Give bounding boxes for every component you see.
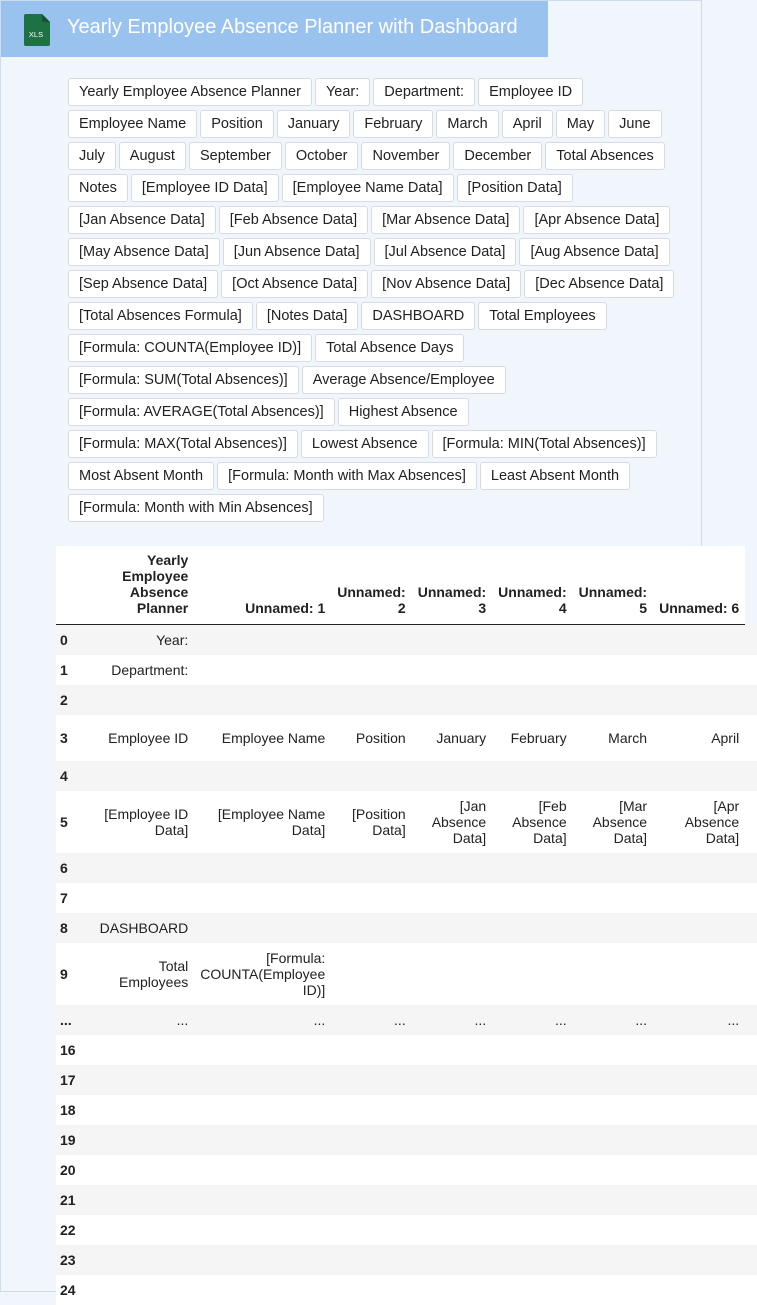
table-cell-clipped xyxy=(745,1245,757,1275)
value-chip[interactable]: [Oct Absence Data] xyxy=(221,270,368,298)
value-chip[interactable]: August xyxy=(119,142,186,170)
row-index: 24 xyxy=(56,1275,82,1305)
table-cell[interactable] xyxy=(573,883,653,913)
table-row[interactable] xyxy=(56,1275,757,1305)
sheet-value-chips xyxy=(68,78,688,522)
value-chip[interactable]: Employee ID xyxy=(478,78,583,106)
table-cell[interactable]: Position xyxy=(331,715,411,761)
table-row[interactable] xyxy=(56,1005,757,1035)
table-cell[interactable] xyxy=(82,1155,195,1185)
table-cell[interactable] xyxy=(194,1065,331,1095)
row-index: 20 xyxy=(56,1155,82,1185)
table-cell[interactable] xyxy=(194,1185,331,1215)
table-cell[interactable] xyxy=(492,655,572,685)
table-cell[interactable] xyxy=(194,853,331,883)
table-cell[interactable] xyxy=(492,1095,572,1125)
app-title: Yearly Employee Absence Planner with Dashboard xyxy=(67,16,518,38)
table-cell[interactable] xyxy=(194,1035,331,1065)
value-chip[interactable]: [Formula: AVERAGE(Total Absences)] xyxy=(68,398,335,426)
table-cell[interactable]: Employee Name xyxy=(194,715,331,761)
value-chip[interactable]: [Jun Absence Data] xyxy=(223,238,371,266)
table-cell[interactable] xyxy=(412,685,492,715)
table-cell[interactable]: [Mar Absence Data] xyxy=(573,791,653,853)
table-cell[interactable] xyxy=(194,1095,331,1125)
table-cell[interactable]: February xyxy=(492,715,572,761)
table-cell[interactable] xyxy=(82,685,195,715)
table-cell[interactable] xyxy=(653,913,745,943)
value-chip[interactable]: Year: xyxy=(315,78,370,106)
table-cell[interactable]: Total Employees xyxy=(82,943,195,1005)
table-cell[interactable] xyxy=(492,1245,572,1275)
table-cell[interactable] xyxy=(573,1065,653,1095)
table-cell[interactable] xyxy=(82,883,195,913)
table-cell-clipped xyxy=(745,1125,757,1155)
table-cell[interactable] xyxy=(653,1065,745,1095)
value-chip[interactable]: [Mar Absence Data] xyxy=(371,206,520,234)
row-index: ... xyxy=(56,1005,82,1035)
table-row[interactable] xyxy=(56,943,757,1005)
table-cell[interactable] xyxy=(412,625,492,655)
value-chip[interactable]: March xyxy=(436,110,498,138)
value-chip[interactable]: DASHBOARD xyxy=(361,302,475,330)
table-cell[interactable]: [Jan Absence Data] xyxy=(412,791,492,853)
value-chip[interactable]: [Sep Absence Data] xyxy=(68,270,218,298)
table-cell[interactable]: ... xyxy=(331,1005,411,1035)
row-index: 22 xyxy=(56,1215,82,1245)
table-cell[interactable] xyxy=(412,1065,492,1095)
table-cell[interactable] xyxy=(573,625,653,655)
table-cell[interactable] xyxy=(412,1215,492,1245)
value-chip[interactable]: January xyxy=(277,110,351,138)
value-chip[interactable]: Yearly Employee Absence Planner xyxy=(68,78,312,106)
table-cell-clipped xyxy=(745,625,757,655)
value-chip[interactable]: [Formula: COUNTA(Employee ID)] xyxy=(68,334,312,362)
table-cell[interactable] xyxy=(573,1185,653,1215)
table-cell-clipped xyxy=(745,655,757,685)
table-cell[interactable] xyxy=(412,1155,492,1185)
table-cell[interactable] xyxy=(492,853,572,883)
table-cell[interactable] xyxy=(82,761,195,791)
table-cell-clipped xyxy=(745,1155,757,1185)
value-chip[interactable]: October xyxy=(285,142,359,170)
value-chip[interactable]: May xyxy=(556,110,605,138)
table-row[interactable] xyxy=(56,1125,757,1155)
column-header[interactable]: Unnamed: 6 xyxy=(653,546,745,625)
table-cell[interactable] xyxy=(331,1215,411,1245)
table-cell[interactable]: Department: xyxy=(82,655,195,685)
table-cell[interactable] xyxy=(573,1215,653,1245)
table-cell-clipped xyxy=(745,1065,757,1095)
table-cell[interactable] xyxy=(653,1095,745,1125)
table-cell[interactable] xyxy=(82,1095,195,1125)
table-cell[interactable]: [Formula: COUNTA(Employee ID)] xyxy=(194,943,331,1005)
column-header[interactable]: Unnamed: 5 xyxy=(573,546,653,625)
table-cell[interactable]: [Employee ID Data] xyxy=(82,791,195,853)
value-chip[interactable]: Total Absences xyxy=(545,142,665,170)
table-cell[interactable] xyxy=(412,853,492,883)
table-cell[interactable]: ... xyxy=(412,1005,492,1035)
table-cell-clipped xyxy=(745,1185,757,1215)
table-row[interactable] xyxy=(56,1215,757,1245)
row-index: 6 xyxy=(56,853,82,883)
table-cell[interactable] xyxy=(492,1035,572,1065)
table-cell[interactable] xyxy=(194,1275,331,1305)
table-cell-clipped xyxy=(745,685,757,715)
table-cell[interactable] xyxy=(82,1185,195,1215)
table-row[interactable] xyxy=(56,1155,757,1185)
table-row[interactable] xyxy=(56,685,757,715)
table-cell[interactable] xyxy=(194,655,331,685)
table-row[interactable] xyxy=(56,791,757,853)
table-row[interactable] xyxy=(56,883,757,913)
table-row[interactable] xyxy=(56,1065,757,1095)
value-chip[interactable]: February xyxy=(353,110,433,138)
table-cell[interactable] xyxy=(194,685,331,715)
table-cell[interactable] xyxy=(573,1035,653,1065)
table-cell[interactable] xyxy=(573,1125,653,1155)
table-row[interactable] xyxy=(56,715,757,761)
column-header[interactable]: Unnamed: 4 xyxy=(492,546,572,625)
table-cell[interactable] xyxy=(331,761,411,791)
value-chip[interactable]: [Dec Absence Data] xyxy=(524,270,674,298)
table-cell[interactable] xyxy=(412,655,492,685)
value-chip[interactable]: [Formula: MIN(Total Absences)] xyxy=(432,430,657,458)
value-chip[interactable]: December xyxy=(453,142,542,170)
value-chip[interactable]: [Position Data] xyxy=(457,174,573,202)
table-header-row xyxy=(56,546,757,625)
table-cell[interactable] xyxy=(82,1035,195,1065)
table-cell[interactable] xyxy=(492,1215,572,1245)
table-cell[interactable]: January xyxy=(412,715,492,761)
table-cell[interactable] xyxy=(82,1125,195,1155)
table-cell[interactable]: Employee ID xyxy=(82,715,195,761)
table-row[interactable] xyxy=(56,1035,757,1065)
value-chip[interactable]: [May Absence Data] xyxy=(68,238,220,266)
value-chip[interactable]: [Formula: Month with Max Absences] xyxy=(217,462,477,490)
table-cell[interactable]: ... xyxy=(82,1005,195,1035)
table-cell[interactable]: ... xyxy=(492,1005,572,1035)
table-cell[interactable] xyxy=(331,625,411,655)
column-header[interactable]: Unnamed: 3 xyxy=(412,546,492,625)
table-cell[interactable] xyxy=(492,943,572,1005)
data-table-panel[interactable] xyxy=(60,546,740,1298)
table-cell[interactable] xyxy=(331,685,411,715)
table-cell[interactable] xyxy=(653,943,745,1005)
table-cell[interactable]: ... xyxy=(573,1005,653,1035)
row-index: 1 xyxy=(56,655,82,685)
row-index: 17 xyxy=(56,1065,82,1095)
table-cell[interactable] xyxy=(573,1095,653,1125)
table-cell[interactable] xyxy=(331,1035,411,1065)
table-cell[interactable] xyxy=(194,883,331,913)
value-chip[interactable]: [Employee ID Data] xyxy=(131,174,279,202)
table-cell[interactable] xyxy=(194,1155,331,1185)
table-cell[interactable] xyxy=(653,853,745,883)
row-index: 18 xyxy=(56,1095,82,1125)
value-chip[interactable]: Average Absence/Employee xyxy=(302,366,506,394)
table-cell[interactable]: DASHBOARD xyxy=(82,913,195,943)
table-cell[interactable] xyxy=(653,1275,745,1305)
table-cell[interactable] xyxy=(82,1215,195,1245)
column-header[interactable]: Unnamed: 1 xyxy=(194,546,331,625)
table-cell[interactable] xyxy=(331,1095,411,1125)
column-header[interactable]: Unnamed: 2 xyxy=(331,546,411,625)
table-cell[interactable] xyxy=(331,883,411,913)
table-cell[interactable] xyxy=(331,1185,411,1215)
table-cell[interactable]: March xyxy=(573,715,653,761)
table-cell[interactable] xyxy=(492,1185,572,1215)
table-cell[interactable] xyxy=(412,1245,492,1275)
table-cell[interactable] xyxy=(492,913,572,943)
value-chip[interactable]: Position xyxy=(200,110,274,138)
table-row[interactable] xyxy=(56,1245,757,1275)
table-cell[interactable] xyxy=(492,1065,572,1095)
table-cell-clipped xyxy=(745,761,757,791)
row-index: 21 xyxy=(56,1185,82,1215)
value-chip[interactable]: Lowest Absence xyxy=(301,430,429,458)
row-index: 3 xyxy=(56,715,82,761)
table-cell[interactable] xyxy=(82,853,195,883)
table-cell[interactable] xyxy=(412,761,492,791)
table-cell[interactable] xyxy=(653,1155,745,1185)
value-chip[interactable]: [Notes Data] xyxy=(256,302,359,330)
table-cell[interactable]: [Position Data] xyxy=(331,791,411,853)
row-index: 4 xyxy=(56,761,82,791)
value-chip[interactable]: Employee Name xyxy=(68,110,197,138)
table-cell[interactable] xyxy=(573,1275,653,1305)
row-index: 19 xyxy=(56,1125,82,1155)
row-index: 9 xyxy=(56,943,82,1005)
row-index: 2 xyxy=(56,685,82,715)
row-index: 16 xyxy=(56,1035,82,1065)
xls-icon-label: XLS xyxy=(28,30,44,39)
table-cell-clipped xyxy=(745,791,757,853)
table-cell[interactable] xyxy=(331,913,411,943)
value-chip[interactable]: [Formula: MAX(Total Absences)] xyxy=(68,430,298,458)
table-cell[interactable] xyxy=(331,1065,411,1095)
table-cell[interactable] xyxy=(573,913,653,943)
row-index: 7 xyxy=(56,883,82,913)
table-cell-clipped xyxy=(745,1035,757,1065)
table-cell[interactable] xyxy=(573,943,653,1005)
value-chip[interactable]: [Nov Absence Data] xyxy=(371,270,521,298)
value-chip[interactable]: [Formula: Month with Min Absences] xyxy=(68,494,324,522)
table-cell[interactable]: April xyxy=(653,715,745,761)
value-chip[interactable]: [Feb Absence Data] xyxy=(219,206,368,234)
table-cell[interactable]: ... xyxy=(194,1005,331,1035)
table-cell[interactable] xyxy=(653,655,745,685)
table-cell-clipped xyxy=(745,1005,757,1035)
value-chip[interactable]: June xyxy=(608,110,661,138)
value-chip[interactable]: [Aug Absence Data] xyxy=(519,238,669,266)
table-cell[interactable] xyxy=(412,883,492,913)
table-cell-clipped xyxy=(745,1215,757,1245)
table-cell[interactable] xyxy=(331,1275,411,1305)
value-chip[interactable]: [Employee Name Data] xyxy=(282,174,454,202)
table-cell[interactable]: [Feb Absence Data] xyxy=(492,791,572,853)
table-row[interactable] xyxy=(56,853,757,883)
value-chip[interactable]: [Jan Absence Data] xyxy=(68,206,216,234)
table-cell-clipped xyxy=(745,853,757,883)
table-cell[interactable] xyxy=(412,1095,492,1125)
table-cell[interactable] xyxy=(331,943,411,1005)
table-row[interactable] xyxy=(56,1185,757,1215)
table-row[interactable] xyxy=(56,761,757,791)
table-row[interactable] xyxy=(56,655,757,685)
table-cell[interactable] xyxy=(331,853,411,883)
table-cell-clipped xyxy=(745,883,757,913)
table-cell[interactable] xyxy=(573,853,653,883)
xls-file-icon xyxy=(23,14,50,46)
value-chip[interactable]: [Formula: SUM(Total Absences)] xyxy=(68,366,299,394)
table-cell[interactable] xyxy=(653,1215,745,1245)
table-cell[interactable] xyxy=(82,1065,195,1095)
table-cell[interactable] xyxy=(331,1245,411,1275)
table-cell[interactable] xyxy=(82,1275,195,1305)
table-cell[interactable] xyxy=(492,685,572,715)
table-cell[interactable]: [Apr Absence Data] xyxy=(653,791,745,853)
table-cell[interactable] xyxy=(653,1035,745,1065)
table-cell[interactable] xyxy=(331,1125,411,1155)
value-chip[interactable]: November xyxy=(361,142,450,170)
table-cell[interactable] xyxy=(82,1245,195,1275)
table-cell[interactable] xyxy=(194,761,331,791)
table-cell[interactable] xyxy=(194,1245,331,1275)
table-cell[interactable] xyxy=(492,883,572,913)
table-cell[interactable] xyxy=(573,685,653,715)
table-cell[interactable] xyxy=(653,883,745,913)
table-cell[interactable] xyxy=(492,1275,572,1305)
table-cell[interactable] xyxy=(194,913,331,943)
row-index: 8 xyxy=(56,913,82,943)
table-cell[interactable] xyxy=(412,1275,492,1305)
table-row[interactable] xyxy=(56,1095,757,1125)
table-cell[interactable] xyxy=(412,1185,492,1215)
index-header[interactable] xyxy=(56,546,82,625)
table-cell[interactable] xyxy=(412,1125,492,1155)
table-cell-clipped xyxy=(745,715,757,761)
value-chip[interactable]: Total Employees xyxy=(478,302,606,330)
value-chip[interactable]: Notes xyxy=(68,174,128,202)
table-cell[interactable] xyxy=(194,1125,331,1155)
value-chip[interactable]: Least Absent Month xyxy=(480,462,630,490)
value-chip[interactable]: Highest Absence xyxy=(338,398,469,426)
table-row[interactable] xyxy=(56,625,757,655)
row-index: 0 xyxy=(56,625,82,655)
row-index: 23 xyxy=(56,1245,82,1275)
value-chip[interactable]: Most Absent Month xyxy=(68,462,214,490)
table-cell[interactable] xyxy=(194,1215,331,1245)
table-cell[interactable] xyxy=(653,625,745,655)
table-cell[interactable] xyxy=(492,761,572,791)
table-cell[interactable]: ... xyxy=(653,1005,745,1035)
row-index: 5 xyxy=(56,791,82,853)
table-cell[interactable] xyxy=(573,1155,653,1185)
table-cell[interactable] xyxy=(573,761,653,791)
table-cell[interactable] xyxy=(653,761,745,791)
table-cell[interactable] xyxy=(653,1125,745,1155)
value-chip[interactable]: Total Absence Days xyxy=(315,334,464,362)
table-cell-clipped xyxy=(745,1275,757,1305)
value-chip[interactable]: April xyxy=(502,110,553,138)
table-cell[interactable]: Year: xyxy=(82,625,195,655)
data-table xyxy=(56,546,757,1305)
table-cell[interactable] xyxy=(412,1035,492,1065)
value-chip[interactable]: July xyxy=(68,142,116,170)
app-header xyxy=(1,1,548,57)
table-cell[interactable] xyxy=(653,685,745,715)
table-cell[interactable] xyxy=(653,1245,745,1275)
table-cell-clipped xyxy=(745,913,757,943)
table-cell-clipped xyxy=(745,1095,757,1125)
table-cell[interactable] xyxy=(331,1155,411,1185)
table-cell[interactable] xyxy=(492,625,572,655)
column-header[interactable]: Yearly Employee Absence Planner xyxy=(82,546,195,625)
value-chip[interactable]: Department: xyxy=(373,78,475,106)
table-row[interactable] xyxy=(56,913,757,943)
table-cell[interactable] xyxy=(573,655,653,685)
table-cell[interactable] xyxy=(412,913,492,943)
value-chip[interactable]: [Jul Absence Data] xyxy=(374,238,517,266)
table-cell[interactable] xyxy=(331,655,411,685)
value-chip[interactable]: [Total Absences Formula] xyxy=(68,302,253,330)
table-cell[interactable]: [Employee Name Data] xyxy=(194,791,331,853)
table-cell-clipped xyxy=(745,943,757,1005)
table-cell[interactable] xyxy=(492,1125,572,1155)
table-cell[interactable] xyxy=(492,1155,572,1185)
table-cell[interactable] xyxy=(653,1185,745,1215)
table-cell[interactable] xyxy=(573,1245,653,1275)
table-cell[interactable] xyxy=(412,943,492,1005)
table-cell[interactable] xyxy=(194,625,331,655)
value-chip[interactable]: [Apr Absence Data] xyxy=(523,206,670,234)
value-chip[interactable]: September xyxy=(189,142,282,170)
